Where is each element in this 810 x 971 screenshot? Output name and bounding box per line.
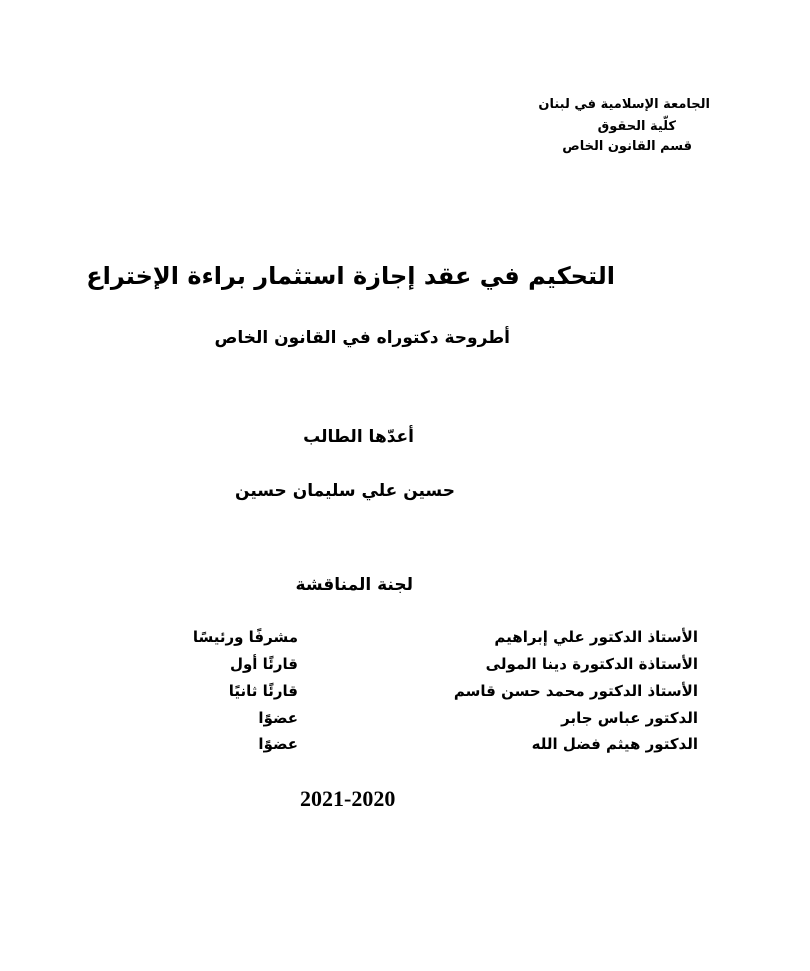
thesis-title: التحكيم في عقد إجازة استثمار براءة الإختراع — [86, 262, 615, 290]
committee-member-name: الدكتور هيثم فضل الله — [531, 735, 698, 753]
committee-member-role: عضوًا — [258, 735, 298, 753]
student-name: حسين علي سليمان حسين — [235, 481, 455, 501]
committee-member-role: مشرفًا ورئيسًا — [192, 628, 298, 646]
committee-member-name: الأستاذ الدكتور علي إبراهيم — [494, 628, 698, 646]
prepared-by-label: أعدّها الطالب — [303, 427, 414, 447]
committee-title: لجنة المناقشة — [295, 575, 413, 595]
faculty-name: كلّية الحقوق — [597, 119, 676, 134]
committee-member-name: الأستاذة الدكتورة دينا المولى — [485, 655, 698, 673]
committee-member-role: قارئًا ثانيًا — [228, 682, 298, 700]
committee-member-name: الدكتور عباس جابر — [561, 709, 698, 727]
academic-year: 2021-2020 — [300, 786, 396, 811]
committee-member-role: قارئًا أول — [229, 655, 298, 673]
department-name: قسم القانون الخاص — [562, 139, 692, 154]
committee-member-role: عضوًا — [258, 709, 298, 727]
thesis-subtitle: أطروحة دكتوراه في القانون الخاص — [214, 328, 510, 348]
university-name: الجامعة الإسلامية في لبنان — [538, 97, 710, 112]
committee-member-name: الأستاذ الدكتور محمد حسن قاسم — [453, 682, 698, 700]
